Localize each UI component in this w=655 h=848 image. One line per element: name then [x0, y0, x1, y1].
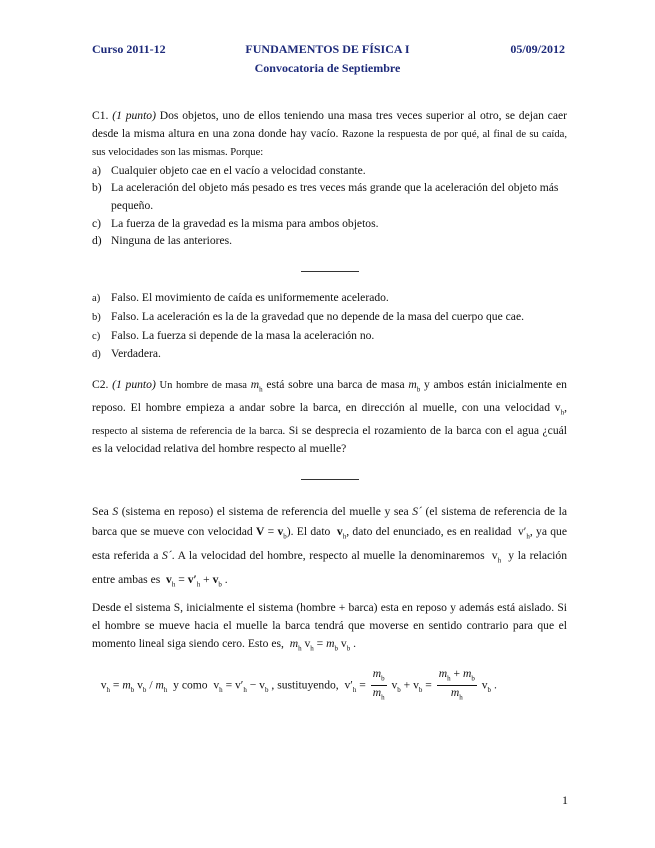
- page-number: 1: [562, 793, 568, 807]
- course-label: Curso 2011-12: [92, 42, 166, 56]
- c1-statement: Dos objetos, uno de ellos teniendo una masa tres veces superior al otro, se dejan caer desde la misma altura en una zona donde hay vacío.: [92, 109, 567, 140]
- separator-line: [92, 260, 567, 278]
- c1-option-b: b) La aceleración del objeto más pesado es tres veces más grande que la aceleración del objeto más pequeño.: [92, 181, 559, 212]
- c1-answer-b: b) Falso. La aceleración es la de la gravedad que no depende de la masa del cuerpo que cae.: [92, 309, 524, 323]
- c2-number: C2.: [92, 378, 109, 391]
- exam-date: 05/09/2012: [510, 42, 565, 56]
- c1-options: [92, 162, 567, 250]
- c1-option-d: d) Ninguna de las anteriores.: [92, 234, 233, 248]
- c1-option-c: c) La fuerza de la gravedad es la misma para ambos objetos.: [92, 216, 379, 230]
- c1-answer-c: c) Falso. La fuerza si depende de la masa la aceleración no.: [92, 328, 375, 342]
- c2-solution-2: Desde el sistema S, inicialmente el sistema (hombre + barca) esta en reposo y además está aislado. Si el hombre se mueve hacia el muelle la barca tendrá que moverse en sentido contrario para que el momento lineal siga siendo cero. Esto es, $m_h$ $v_h = m_b$ $v_b$ .: [92, 600, 567, 652]
- c1-answer-a: a) Falso. El movimiento de caída es uniformemente acelerado.: [92, 291, 389, 305]
- c1-points: (1 punto): [112, 109, 156, 122]
- c2-solution-equation: $v_h = m_b$ $v_b / m_h$ y como $v_h = v'_h - v_b$ , sustituyendo, $v'_h$ = $\frac{m_b}{m_h}$ $v_b + v_b$ = $\frac{m_h + m_b}{m_h}$ $v_b$ .: [92, 666, 497, 702]
- document-title: FUNDAMENTOS DE FÍSICA I: [245, 42, 410, 56]
- c1-answers: [92, 289, 567, 363]
- separator-line-2: [92, 468, 567, 486]
- c2-solution-1: Sea S (sistema en reposo) el sistema de referencia del muelle y sea S´ (el sistema de referencia de la barca que se mueve con velocidad $V = v_b$). El dato $v_h$, dato del enunciado, es en realidad $v'_h$, ya que esta referida a S´. A la velocidad del hombre, respecto al muelle la denominaremos $v_h$ y la relación entre ambas es $v_h = v'_h + v_b$ .: [92, 504, 568, 589]
- c2-points: (1 punto): [112, 378, 156, 391]
- c1-statement-question: Razone la respuesta de por qué, al final de su caída, sus velocidades son las mismas. Porque:: [92, 128, 567, 159]
- c1-answer-d: d) Verdadera.: [92, 347, 161, 361]
- c1-option-a: a) Cualquier objeto cae en el vacío a velocidad constante.: [92, 163, 366, 177]
- c1-number: C1.: [92, 109, 109, 122]
- question-c2: C2. (1 punto) Un hombre de masa $m_h$ está sobre una barca de masa $m_b$ y ambos están inicialmente en reposo. El hombre empieza a andar sobre la barca, en dirección al muelle, con una velocidad $v_h$, respecto al sistema de referencia de la barca. Si se desprecia el rozamiento de la barca con el agua ¿cuál es la velocidad relativa del hombre respecto al muelle? Sea S (sistema en reposo) el sistema de referencia del muelle y sea S´ (el sistema de referencia de la barca que se mueve con velocidad $V = v_b$). El dato $v_h$, dato del enunciado, es en realidad $v'_h$, ya que esta referida a S´. A la velocidad del hombre, respecto al muelle la denominaremos $v_h$ y la relación entre ambas es $v_h = v'_h + v_b$ . Desde el sistema S, inicialmente el sistema (hombre + barca) esta en reposo y además está aislado. Si el hombre se mueve hacia el muelle la barca tendrá que moverse en sentido contrario para que el momento lineal siga siendo cero. Esto es, $m_h$ $v_h = m_b$ $v_b$ . $v_h = m_b$ $v_b / m_h$ y como $v_h = v'_h - v_b$ , sustituyendo, $v'_h$ = $\frac{m_b}{m_h}$ $v_b + v_b$ = $\frac{m_h + m_b}{m_h}$ $v_b$ .: [92, 376, 567, 704]
- document-subtitle: Convocatoria de Septiembre: [254, 61, 401, 75]
- question-c1: [92, 107, 567, 364]
